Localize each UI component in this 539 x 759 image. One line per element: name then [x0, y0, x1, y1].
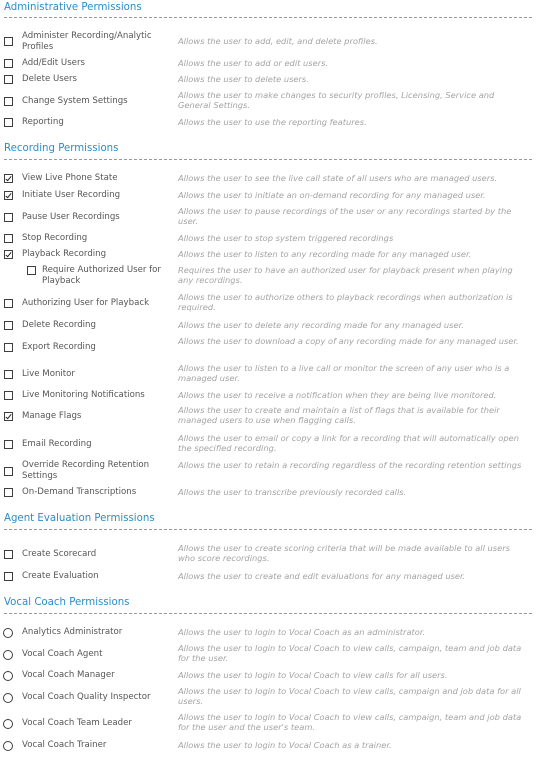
permission-label: Authorizing User for Playback — [22, 298, 150, 308]
permission-checkbox[interactable] — [4, 59, 13, 68]
role-radio[interactable] — [3, 650, 13, 660]
permission-checkbox[interactable] — [4, 299, 13, 308]
permission-description: Allows the user to transcribe previously recorded calls. — [178, 487, 407, 497]
permission-checkbox[interactable] — [4, 488, 13, 497]
permission-checkbox[interactable] — [4, 37, 13, 46]
role-radio[interactable] — [3, 671, 13, 681]
permission-description: Allows the user to see the live call state of all users who are managed users. — [178, 173, 498, 183]
permission-checkbox[interactable] — [4, 391, 13, 400]
permission-description: Allows the user to make changes to security profiles, Licensing, Service and General Settings. — [178, 90, 495, 110]
permission-description: Allows the user to add, edit, and delete profiles. — [178, 36, 378, 46]
permission-checkbox[interactable] — [4, 75, 13, 84]
permission-label: Live Monitoring Notifications — [22, 390, 145, 400]
permission-label: Playback Recording — [22, 249, 107, 259]
permission-description: Allows the user to delete any recording made for any managed user. — [178, 320, 464, 330]
permission-description: Allows the user to create scoring criteria that will be made available to all users who score recordings. — [178, 543, 510, 563]
role-description: Allows the user to login to Vocal Coach to view calls, campaign, team and job data for the user. — [178, 643, 522, 663]
permission-description: Allows the user to receive a notification when they are being live monitored. — [178, 390, 497, 400]
permission-checkbox[interactable] — [4, 467, 13, 476]
role-description: Allows the user to login to Vocal Coach as an administrator. — [178, 627, 426, 637]
permission-label: Email Recording — [22, 439, 92, 449]
role-description: Allows the user to login to Vocal Coach to view calls, campaign, team and job data for the user and the user's team. — [178, 712, 522, 732]
permission-description: Allows the user to download a copy of any recording made for any managed user. — [178, 336, 519, 346]
permission-label: Require Authorized User for Playback — [42, 265, 161, 286]
permission-label: Pause User Recordings — [22, 212, 120, 222]
role-label: Vocal Coach Team Leader — [22, 718, 132, 728]
permission-label: Initiate User Recording — [22, 190, 121, 200]
permission-label: Create Evaluation — [22, 571, 99, 581]
permission-checkbox[interactable] — [4, 321, 13, 330]
permission-label: View Live Phone State — [22, 173, 118, 183]
permission-label: On-Demand Transcriptions — [22, 487, 137, 497]
permission-description: Allows the user to initiate an on-demand recording for any managed user. — [178, 190, 486, 200]
permission-description: Allows the user to create and edit evaluations for any managed user. — [178, 571, 466, 581]
section-title: Recording Permissions — [4, 143, 119, 154]
section-title: Vocal Coach Permissions — [4, 597, 130, 608]
role-label: Vocal Coach Agent — [22, 649, 103, 659]
permission-label: Delete Users — [22, 74, 78, 84]
permission-label: Manage Flags — [22, 411, 82, 421]
role-description: Allows the user to login to Vocal Coach to view calls, campaign and job data for all users. — [178, 686, 521, 706]
permission-checkbox[interactable] — [4, 572, 13, 581]
permission-description: Requires the user to have an authorized user for playback present when playing any recordings. — [178, 265, 513, 285]
permission-checkbox[interactable] — [4, 370, 13, 379]
permission-label: Export Recording — [22, 342, 96, 352]
section-divider — [4, 613, 532, 614]
role-radio[interactable] — [3, 741, 13, 751]
permission-checkbox[interactable] — [4, 412, 13, 421]
permission-checkbox[interactable] — [4, 250, 13, 259]
permission-checkbox[interactable] — [4, 213, 13, 222]
permission-description: Allows the user to use the reporting features. — [178, 117, 367, 127]
permission-checkbox[interactable] — [27, 266, 36, 275]
permission-description: Allows the user to create and maintain a list of flags that is available for their managed users to use when flagging calls. — [178, 405, 500, 425]
permission-description: Allows the user to email or copy a link for a recording that will automatically open the specified recording. — [178, 433, 519, 453]
section-divider — [4, 17, 532, 18]
permission-description: Allows the user to retain a recording regardless of the recording retention settings — [178, 460, 522, 470]
permission-checkbox[interactable] — [4, 174, 13, 183]
permission-label: Live Monitor — [22, 369, 75, 379]
permission-description: Allows the user to listen to a live call or monitor the screen of any user who is a managed user. — [178, 363, 510, 383]
role-label: Analytics Administrator — [22, 627, 123, 637]
role-radio[interactable] — [3, 719, 13, 729]
permission-checkbox[interactable] — [4, 97, 13, 106]
permission-label: Change System Settings — [22, 96, 128, 106]
section-divider — [4, 529, 532, 530]
role-label: Vocal Coach Quality Inspector — [22, 692, 151, 702]
role-label: Vocal Coach Trainer — [22, 740, 107, 750]
permission-checkbox[interactable] — [4, 118, 13, 127]
permission-checkbox[interactable] — [4, 550, 13, 559]
section-title: Administrative Permissions — [4, 2, 142, 13]
permission-checkbox[interactable] — [4, 234, 13, 243]
permission-description: Allows the user to pause recordings of the user or any recordings started by the user. — [178, 206, 512, 226]
permission-description: Allows the user to delete users. — [178, 74, 309, 84]
role-radio[interactable] — [3, 693, 13, 703]
permission-description: Allows the user to listen to any recording made for any managed user. — [178, 249, 472, 259]
permission-label: Create Scorecard — [22, 549, 97, 559]
permission-label: Administer Recording/Analytic Profiles — [22, 31, 152, 52]
permission-checkbox[interactable] — [4, 343, 13, 352]
permission-label: Stop Recording — [22, 233, 88, 243]
permission-checkbox[interactable] — [4, 440, 13, 449]
permission-label: Override Recording Retention Settings — [22, 460, 150, 481]
permission-description: Allows the user to stop system triggered recordings — [178, 233, 394, 243]
role-description: Allows the user to login to Vocal Coach to view calls for all users. — [178, 670, 448, 680]
permission-description: Allows the user to add or edit users. — [178, 58, 329, 68]
permission-checkbox[interactable] — [4, 191, 13, 200]
section-divider — [4, 159, 532, 160]
role-description: Allows the user to login to Vocal Coach as a trainer. — [178, 740, 392, 750]
role-label: Vocal Coach Manager — [22, 670, 115, 680]
permission-description: Allows the user to authorize others to playback recordings when authorization is required. — [178, 292, 513, 312]
permission-label: Add/Edit Users — [22, 58, 85, 68]
role-radio[interactable] — [3, 628, 13, 638]
permission-label: Delete Recording — [22, 320, 96, 330]
section-title: Agent Evaluation Permissions — [4, 513, 155, 524]
permission-label: Reporting — [22, 117, 64, 127]
